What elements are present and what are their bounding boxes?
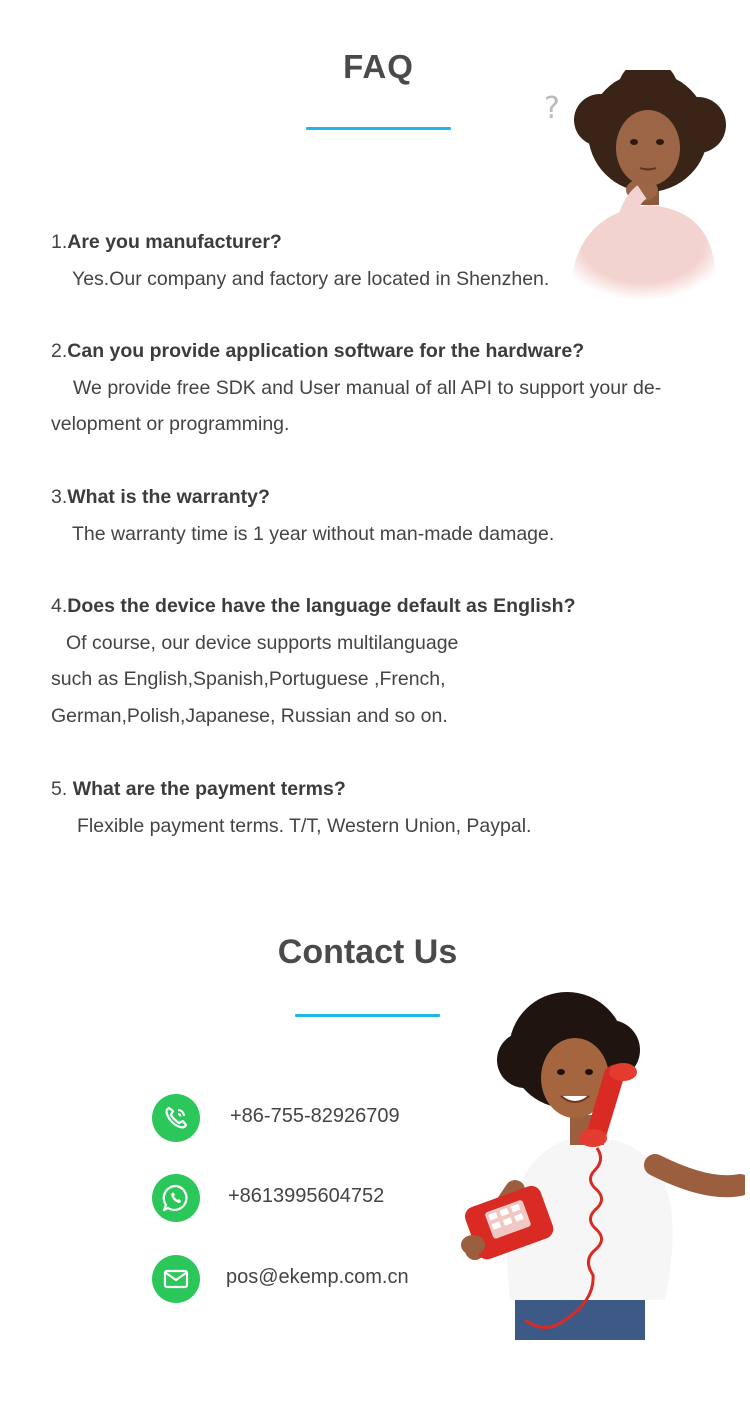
contact-phone-text[interactable]: +86-755-82926709 [230,1105,400,1127]
faq-title: FAQ [343,48,414,85]
contact-email-text[interactable]: pos@ekemp.com.cn [226,1266,409,1288]
faq-question-text: Can you provide application software for the hardware? [67,340,585,362]
email-icon[interactable] [152,1255,200,1303]
child-with-red-phone-illustration [455,990,745,1340]
faq-item-5 [51,771,711,844]
faq-question-text: What are the payment terms? [72,778,346,800]
faq-answer-line-1: Of course, our device supports multilanguage [66,631,459,654]
faq-answer-line-2: such as English,Spanish,Portuguese ,French, [51,668,446,690]
faq-answer: Yes.Our company and factory are located in Shenzhen. [72,267,550,290]
faq-answer-line-2: velopment or programming. [51,413,290,435]
faq-item-3 [51,479,711,552]
faq-question [51,479,711,516]
faq-question [51,333,711,370]
faq-item-4 [51,588,711,734]
contact-title-underline [295,1014,440,1017]
faq-number: 1. [51,231,68,253]
faq-item-2 [51,333,711,443]
faq-number: 3. [51,486,68,508]
faq-question [51,224,711,261]
faq-title-underline [306,127,451,130]
faq-question [51,771,711,808]
phone-icon[interactable] [152,1094,200,1142]
svg-text:?: ? [544,91,560,126]
contact-whatsapp-text[interactable]: +8613995604752 [228,1185,385,1207]
whatsapp-icon[interactable] [152,1174,200,1222]
faq-question-text: What is the warranty? [67,486,270,508]
faq-answer: Flexible payment terms. T/T, Western Union, Paypal. [77,814,532,837]
faq-question [51,588,711,625]
faq-question-text: Does the device have the language default as English? [67,595,576,617]
faq-answer: The warranty time is 1 year without man-made damage. [72,522,555,545]
contact-title: Contact Us [277,933,458,971]
faq-question-text: Are you manufacturer? [67,231,282,253]
faq-answer-line-3: German,Polish,Japanese, Russian and so on. [51,704,448,727]
faq-number: 2. [51,340,68,362]
faq-number: 4. [51,595,68,617]
faq-item-1 [51,224,711,297]
faq-number: 5. [51,778,73,800]
faq-answer-line-1: We provide free SDK and User manual of all API to support your de- [73,376,662,399]
